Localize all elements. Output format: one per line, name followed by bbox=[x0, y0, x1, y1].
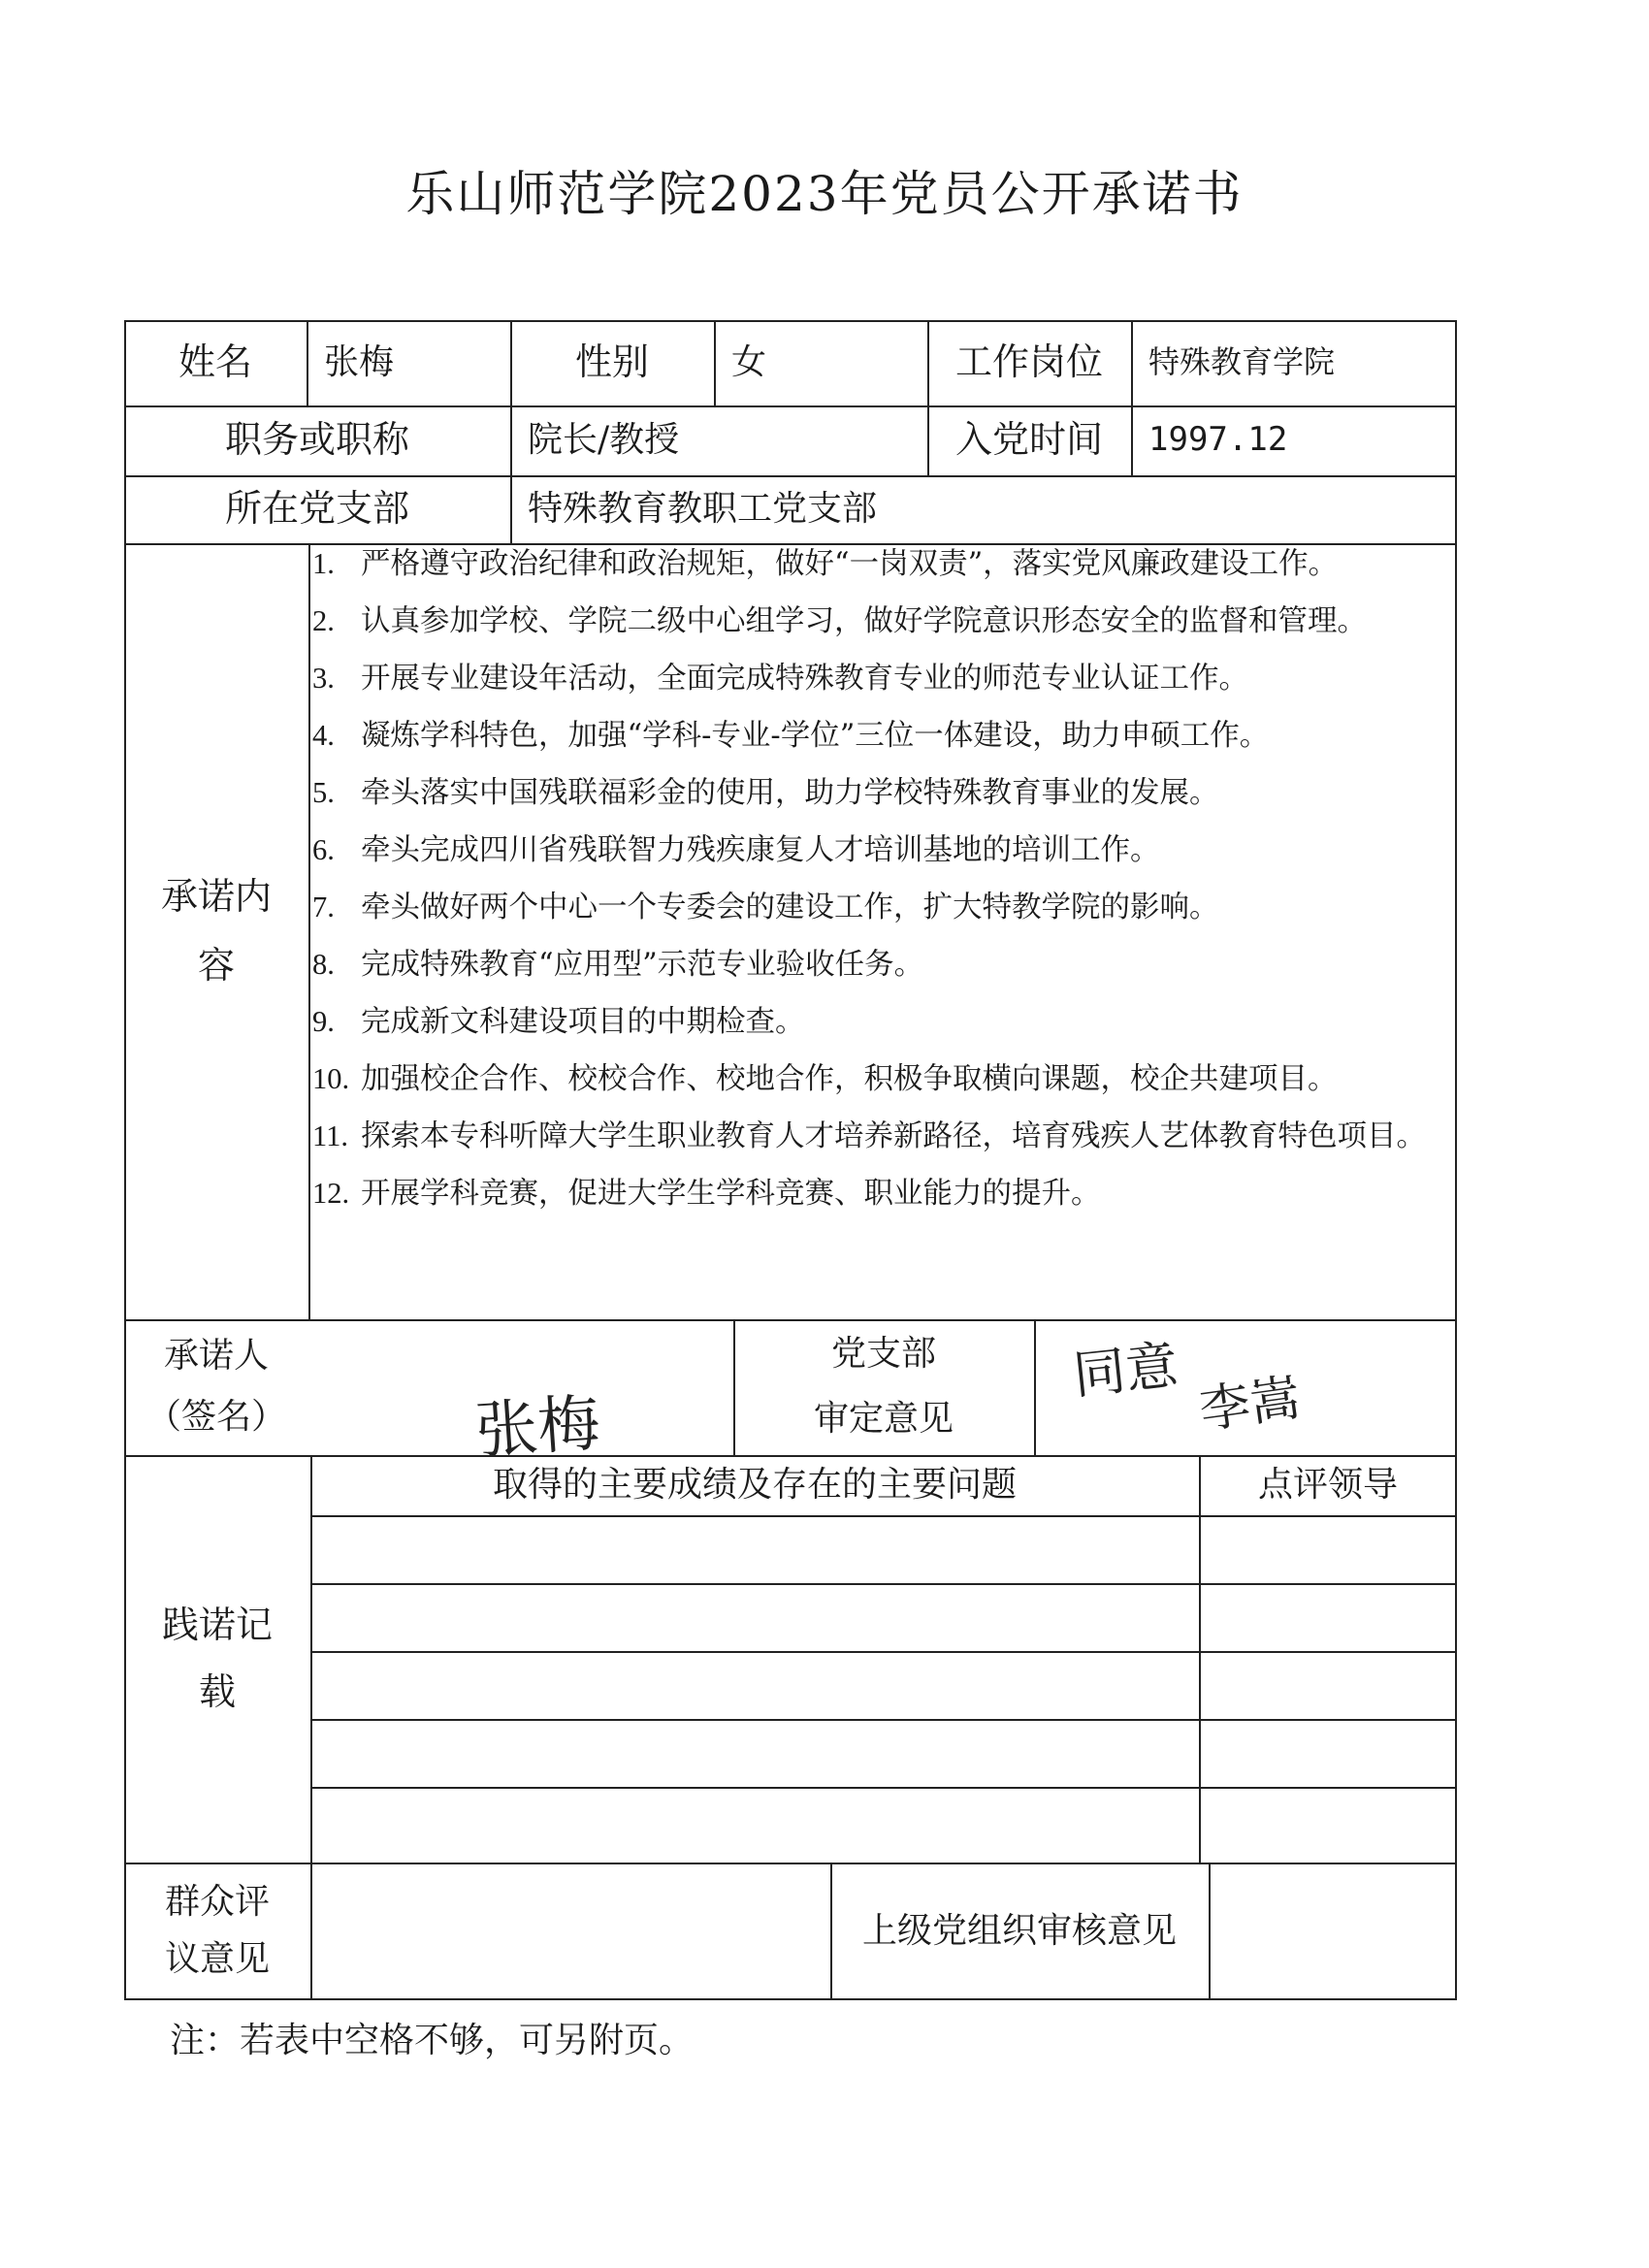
row-line bbox=[124, 1863, 1457, 1864]
practice-row-line bbox=[310, 1515, 1457, 1517]
item-text: 牵头做好两个中心一个专委会的建设工作，扩大特教学院的影响。 bbox=[361, 891, 1219, 924]
item-text: 完成新文科建设项目的中期检查。 bbox=[361, 1005, 805, 1039]
commitment-item bbox=[312, 650, 1457, 707]
item-number: 9. bbox=[312, 1005, 335, 1038]
practice-label-line2: 载 bbox=[198, 1670, 236, 1713]
review-label bbox=[124, 1863, 310, 2000]
item-number: 6. bbox=[312, 833, 335, 866]
commitment-item bbox=[312, 535, 1457, 593]
item-number: 5. bbox=[312, 776, 335, 809]
item-text: 凝炼学科特色，加强“学科-专业-学位”三位一体建设，助力申硕工作。 bbox=[361, 719, 1270, 753]
review-label-line2: 议意见 bbox=[164, 1939, 270, 1979]
practice-row-line bbox=[310, 1787, 1457, 1789]
item-text: 认真参加学校、学院二级中心组学习，做好学院意识形态安全的监督和管理。 bbox=[361, 604, 1367, 638]
commitment-list bbox=[312, 535, 1457, 1222]
branch-opinion-label bbox=[733, 1319, 1034, 1455]
col-line bbox=[1209, 1863, 1211, 2000]
branch-label: 所在党支部 bbox=[224, 487, 409, 531]
practice-label bbox=[124, 1455, 310, 1863]
practice-row-line bbox=[310, 1651, 1457, 1653]
item-number: 1. bbox=[312, 547, 335, 580]
col-line bbox=[1034, 1319, 1036, 1455]
commitment-label-line1: 承诺内 bbox=[160, 874, 272, 918]
name-value: 张梅 bbox=[324, 341, 395, 382]
post-value: 特殊教育学院 bbox=[1148, 343, 1336, 381]
item-number: 11. bbox=[312, 1119, 348, 1152]
col-line bbox=[308, 543, 310, 1319]
post-label: 工作岗位 bbox=[954, 340, 1103, 384]
commitment-item bbox=[312, 879, 1457, 936]
commitment-label-line2: 容 bbox=[197, 944, 235, 987]
item-text: 牵头落实中国残联福彩金的使用，助力学校特殊教育事业的发展。 bbox=[361, 776, 1219, 810]
item-number: 3. bbox=[312, 662, 335, 695]
commitment-item bbox=[312, 936, 1457, 993]
item-text: 严格遵守政治纪律和政治规矩，做好“一岗双责”，落实党风廉政建设工作。 bbox=[361, 547, 1339, 581]
practice-col2-header: 点评领导 bbox=[1257, 1464, 1398, 1505]
item-number: 4. bbox=[312, 719, 335, 752]
item-text: 开展学科竞赛，促进大学生学科竞赛、职业能力的提升。 bbox=[361, 1177, 1101, 1211]
item-text: 牵头完成四川省残联智力残疾康复人才培训基地的培训工作。 bbox=[361, 833, 1160, 867]
gender-value: 女 bbox=[731, 341, 767, 382]
item-number: 10. bbox=[312, 1062, 350, 1095]
col-line bbox=[310, 1863, 312, 2000]
commitment-item bbox=[312, 707, 1457, 764]
document-title: 乐山师范学院2023年党员公开承诺书 bbox=[405, 166, 1244, 222]
item-number: 12. bbox=[312, 1177, 350, 1210]
commitment-item bbox=[312, 1108, 1457, 1165]
signer-label-line1: 承诺人 bbox=[163, 1336, 269, 1377]
item-text: 完成特殊教育“应用型”示范专业验收任务。 bbox=[361, 948, 924, 982]
gender-label: 性别 bbox=[574, 340, 649, 384]
practice-row-line bbox=[310, 1719, 1457, 1721]
col-line bbox=[310, 1455, 312, 1863]
commitment-item bbox=[312, 822, 1457, 879]
footnote: 注：若表中空格不够，可另附页。 bbox=[170, 2021, 695, 2060]
signer-signature: 张梅 bbox=[472, 1387, 602, 1469]
commitment-item bbox=[312, 1051, 1457, 1108]
commitment-item bbox=[312, 593, 1457, 650]
name-label: 姓名 bbox=[178, 340, 252, 384]
commitment-item bbox=[312, 993, 1457, 1051]
title-value: 院长/教授 bbox=[528, 419, 680, 460]
practice-label-line1: 践诺记 bbox=[161, 1603, 273, 1646]
col-line bbox=[1199, 1455, 1201, 1863]
review-label-line1: 群众评 bbox=[164, 1882, 270, 1923]
branch-signature: 李嵩 bbox=[1196, 1369, 1305, 1441]
branch-opinion-text: 同意 bbox=[1070, 1334, 1181, 1407]
practice-col1-header: 取得的主要成绩及存在的主要问题 bbox=[492, 1464, 1017, 1505]
practice-row-line bbox=[310, 1583, 1457, 1585]
signer-label bbox=[124, 1319, 308, 1455]
join-label: 入党时间 bbox=[954, 418, 1103, 462]
commitment-label bbox=[124, 543, 308, 1319]
item-number: 8. bbox=[312, 948, 335, 981]
signer-label-line2: （签名） bbox=[146, 1397, 286, 1437]
item-text: 开展专业建设年活动，全面完成特殊教育专业的师范专业认证工作。 bbox=[361, 662, 1248, 696]
join-value: 1997.12 bbox=[1148, 420, 1288, 460]
branch-value: 特殊教育教职工党支部 bbox=[528, 488, 878, 529]
upper-review-label: 上级党组织审核意见 bbox=[861, 1910, 1177, 1951]
branch-opinion-label-line2: 审定意见 bbox=[813, 1399, 954, 1439]
item-number: 7. bbox=[312, 891, 335, 923]
commitment-item bbox=[312, 764, 1457, 822]
item-number: 2. bbox=[312, 604, 335, 637]
title-label: 职务或职称 bbox=[224, 418, 409, 462]
branch-opinion-label-line1: 党支部 bbox=[830, 1334, 936, 1375]
commitment-item bbox=[312, 1165, 1457, 1222]
item-text: 加强校企合作、校校合作、校地合作，积极争取横向课题，校企共建项目。 bbox=[361, 1062, 1338, 1096]
item-text: 探索本专科听障大学生职业教育人才培养新路径，培育残疾人艺体教育特色项目。 bbox=[361, 1119, 1426, 1153]
